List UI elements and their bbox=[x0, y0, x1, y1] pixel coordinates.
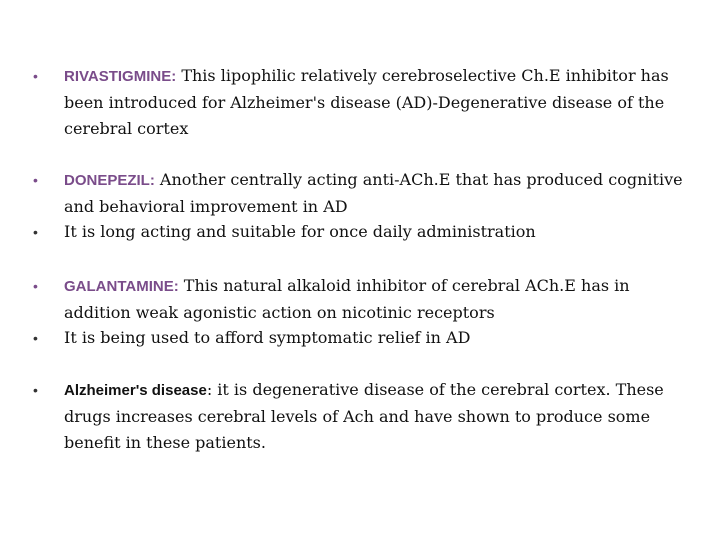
bullet-galantamine-note bbox=[33, 325, 693, 351]
bullet-text bbox=[64, 325, 693, 351]
bullet-body: Another centrally acting anti-ACh.E that has produced cognitive and behavioral improvement in AD bbox=[64, 170, 683, 216]
bullet-point: • bbox=[33, 382, 38, 398]
bullet-body: It is long acting and suitable for once daily administration bbox=[64, 222, 536, 241]
bullet-galantamine bbox=[33, 273, 693, 326]
bullet-text bbox=[64, 167, 693, 220]
bullet-text bbox=[64, 273, 693, 326]
drug-term: RIVASTIGMINE: bbox=[64, 68, 177, 85]
bullet-body: This lipophilic relatively cerebroselective Ch.E inhibitor has been introduced for Alzheimer's disease (AD)-Degenerative disease of the cerebral cortex bbox=[64, 66, 669, 138]
bullet-point: • bbox=[33, 68, 38, 84]
drug-term: DONEPEZIL: bbox=[64, 172, 155, 189]
bullet-donepezil bbox=[33, 167, 693, 220]
bullet-text bbox=[64, 219, 693, 245]
bullet-text bbox=[64, 377, 693, 456]
bullet-point: • bbox=[33, 278, 38, 294]
bullet-body: : it is degenerative disease of the cerebral cortex. These drugs increases cerebral levels of Ach and have shown to produce some benefit in these patients. bbox=[64, 380, 664, 452]
bullet-point: • bbox=[33, 224, 38, 240]
bullet-rivastigmine bbox=[33, 63, 693, 142]
bullet-alzheimers bbox=[33, 377, 693, 456]
bullet-donepezil-note bbox=[33, 219, 693, 245]
drug-term: GALANTAMINE: bbox=[64, 278, 179, 295]
bullet-point: • bbox=[33, 330, 38, 346]
bullet-body: This natural alkaloid inhibitor of cerebral ACh.E has in addition weak agonistic action on nicotinic receptors bbox=[64, 276, 630, 322]
disease-term: Alzheimer's disease bbox=[64, 382, 207, 399]
bullet-body: It is being used to afford symptomatic relief in AD bbox=[64, 328, 471, 347]
bullet-text bbox=[64, 63, 693, 142]
bullet-point: • bbox=[33, 172, 38, 188]
